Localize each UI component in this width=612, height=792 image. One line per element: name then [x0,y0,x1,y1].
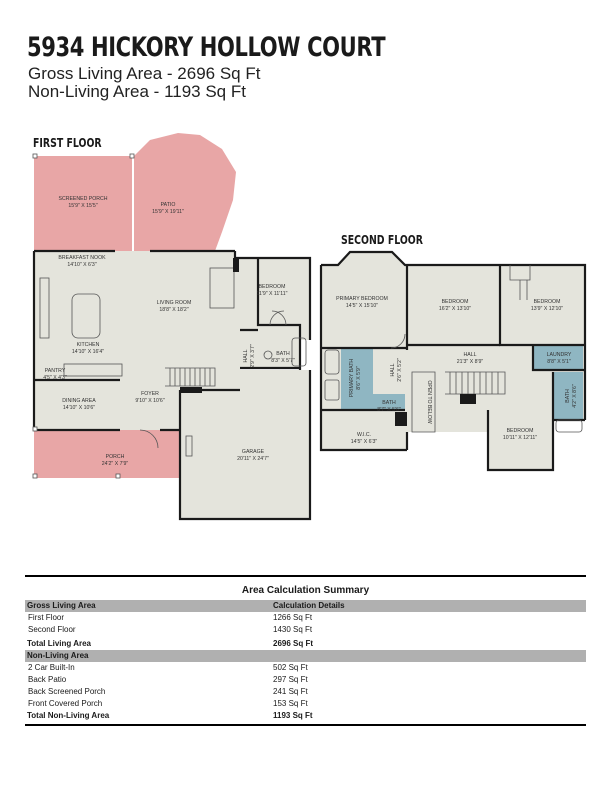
room-name: HALL [463,352,477,358]
room-name: GARAGE [241,449,265,455]
total-living-value: 2696 Sq Ft [273,639,314,648]
room-dimensions: 24'2" X 7'9" [101,461,129,467]
room-name: BATH [382,400,396,406]
summary-row [25,674,586,686]
summary-row-label: Second Floor [28,625,76,634]
room-name: BEDROOM [441,299,469,305]
area-calculation-summary [25,575,586,726]
room-dimensions: 21'3" X 8'9" [456,359,484,365]
summary-row [25,612,586,624]
room-name: BATH [565,389,571,403]
summary-row-value: 1430 Sq Ft [273,625,313,634]
room-dimensions: 14'5" X 6'3" [350,439,378,445]
non-living-area-text: Non-Living Area - 1193 Sq Ft [28,82,246,101]
room-dimensions: 16'2" X 13'10" [438,306,472,312]
room-dimensions: 8'8" X 5'1" [547,359,571,365]
gross-living-header-row [25,600,586,612]
room-dimensions: 9'10" X 10'6" [135,398,165,404]
summary-row-label: Front Covered Porch [28,699,103,708]
room-label [547,352,572,365]
room-dimensions: 8'6" X 5'9" [356,366,362,390]
non-living-header: Non-Living Area [27,651,89,660]
summary-title: Area Calculation Summary [241,585,370,596]
summary-row [25,686,586,698]
summary-row-value: 1266 Sq Ft [273,613,313,622]
gross-living-area-text: Gross Living Area - 2696 Sq Ft [28,64,261,83]
total-living-row [25,638,586,650]
summary-row-value: 241 Sq Ft [273,687,308,696]
room-name: KITCHEN [76,342,100,348]
room-dimensions: 20'11" X 24'7" [237,456,269,462]
room-dimensions: 4'2" X 8'6" [572,384,578,408]
room-name: PRIMARY BEDROOM [336,296,388,302]
room-dimensions: 15'9" X 19'11" [152,209,184,215]
summary-row-label: 2 Car Built-In [28,663,75,672]
summary-row-value: 502 Sq Ft [273,663,308,672]
room-dimensions: 2'9" X 3'7" [250,344,256,368]
room-name: PATIO [160,202,176,208]
room-label [157,300,192,313]
room-name: HALL [390,363,396,377]
non-living-header-row [25,650,586,662]
room-dimensions: 10'11" X 12'11" [502,435,538,441]
room-dimensions: 8'7" X 5'6" [377,407,401,413]
room-dimensions: 13'9" X 12'10" [530,306,564,312]
summary-row [25,624,586,636]
first-floor-label: FIRST FLOOR [33,136,102,150]
room-label [62,398,96,411]
room-name: SCREENED PORCH [58,196,108,202]
summary-row-label: Back Screened Porch [28,687,106,696]
room-dimensions: 2'6" X 5'2" [397,358,403,382]
room-dimensions: 14'10" X 10'6" [62,405,96,411]
room-name: LAUNDRY [546,352,572,358]
room-dimensions: 18'8" X 18'2" [159,307,189,313]
room-name: LIVING ROOM [156,300,192,306]
room-dimensions: 15'9" X 15'5" [68,203,98,209]
property-address-title: 5934 HICKORY HOLLOW COURT [27,32,386,63]
room-dimensions: 14'10" X 6'3" [67,262,97,268]
room-dimensions: 14'10" X 16'4" [71,349,105,355]
summary-row [25,662,586,674]
room-name: BATH [276,351,290,357]
room-name: PORCH [105,454,125,460]
room-name: BEDROOM [506,428,534,434]
total-living-label: Total Living Area [27,639,92,648]
room-name: PANTRY [44,368,66,374]
gross-living-header: Gross Living Area [27,601,96,610]
summary-row [25,698,586,710]
room-name: BEDROOM [533,299,561,305]
room-name: BREAKFAST NOOK [58,255,106,261]
room-dimensions: 14'5" X 15'10" [345,303,379,309]
room-name: PRIMARY BATH [349,358,355,398]
room-label [256,284,287,297]
summary-row-value: 297 Sq Ft [273,675,308,684]
patio-area [134,133,236,251]
room-name: FOYER [141,391,159,397]
room-label [426,380,432,423]
room-label [503,428,537,441]
summary-row-label: Back Patio [28,675,67,684]
total-non-living-value: 1193 Sq Ft [273,711,313,720]
summary-row-value: 153 Sq Ft [273,699,308,708]
room-label [43,368,67,381]
room-dimensions: 11'9" X 11'11" [256,291,288,297]
total-non-living-row [25,710,586,722]
room-name: DINING AREA [62,398,96,404]
summary-row-label: First Floor [28,613,64,622]
second-floor-label: SECOND FLOOR [341,233,423,247]
total-non-living-label: Total Non-Living Area [27,711,110,720]
room-dimensions: 4'5" X 4'3" [43,375,67,381]
room-label [439,299,471,312]
room-label [531,299,563,312]
calculation-details-header: Calculation Details [273,601,345,610]
room-name: OPEN TO BELOW [426,380,432,424]
room-name: BEDROOM [258,284,286,290]
room-name: HALL [243,349,249,363]
room-name: W.I.C. [356,432,372,438]
room-dimensions: 8'3" X 5'7" [271,358,295,364]
